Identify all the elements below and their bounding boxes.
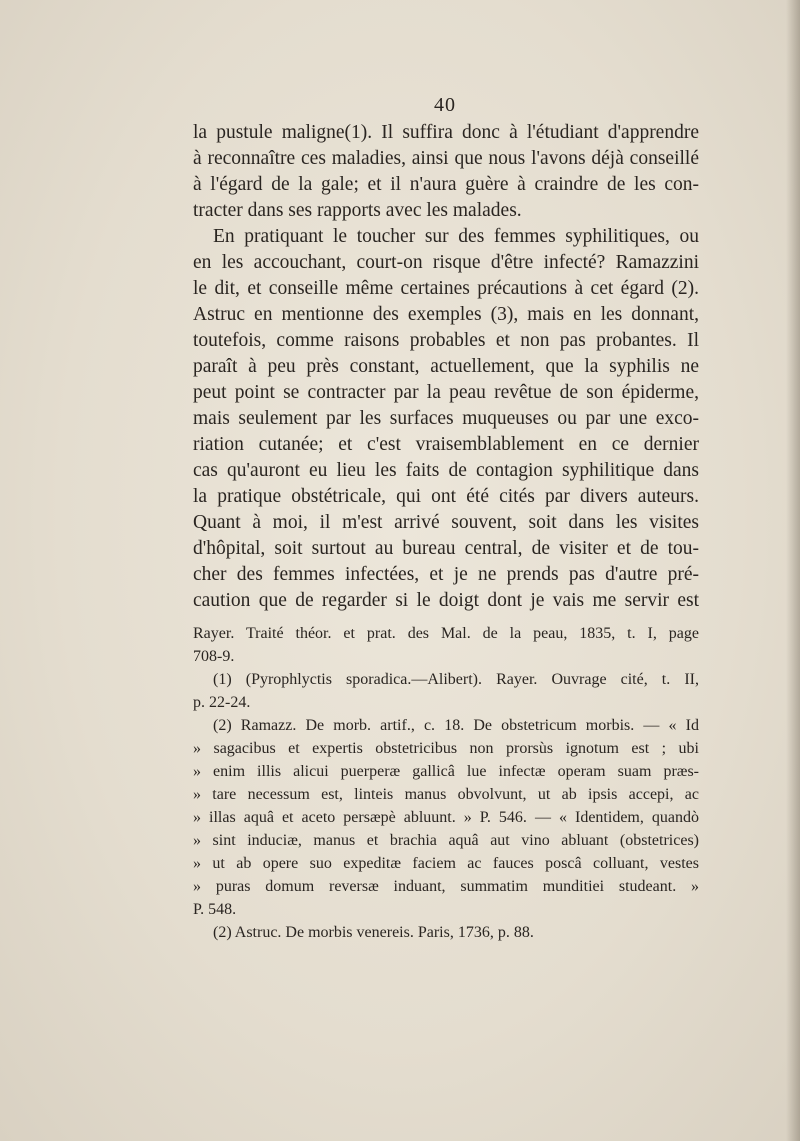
text-line: à reconnaître ces maladies, ainsi que nous l'avons déjà conseillé: [193, 148, 699, 169]
footnote-line: (1) (Pyrophlyctis sporadica.—Alibert). Rayer. Ouvrage cité, t. II,: [213, 671, 699, 688]
text-line: paraît à peu près constant, actuellement, que la syphilis ne: [193, 356, 699, 377]
footnote-rayer: [193, 622, 699, 668]
footnote-line: 708-9.: [193, 648, 235, 665]
footnote-line: » ut ab opere suo expeditæ faciem ac fauces poscâ colluant, vestes: [193, 855, 699, 872]
text-line: tracter dans ses rapports avec les malades.: [193, 200, 522, 221]
footnote-line: » tare necessum est, linteis manus obvolvunt, ut ab ipsis accepi, ac: [193, 786, 699, 803]
page-edge-shadow: [786, 0, 800, 1141]
footnote-line: P. 548.: [193, 901, 237, 918]
page-number: 40: [434, 94, 456, 116]
text-line: en les accouchant, court-on risque d'être infecté? Ramazzini: [193, 252, 699, 273]
text-line: mais seulement par les surfaces muqueuses ou par une exco-: [193, 408, 699, 429]
footnote-line: » illas aquâ et aceto persæpè abluunt. » P. 546. — « Identidem, quandò: [193, 809, 699, 826]
footnote-3: [193, 921, 699, 944]
footnote-line: (2) Astruc. De morbis venereis. Paris, 1736, p. 88.: [213, 924, 534, 941]
text-line: d'hôpital, soit surtout au bureau central, de visiter et de tou-: [193, 538, 699, 559]
footnote-line: » sint induciæ, manus et brachia aquâ aut vino abluant (obstetrices): [193, 832, 699, 849]
text-line: En pratiquant le toucher sur des femmes syphilitiques, ou: [213, 226, 699, 247]
footnote-line: (2) Ramazz. De morb. artif., c. 18. De obstetricum morbis. — « Id: [213, 717, 699, 734]
footnote-2: [193, 714, 699, 921]
text-line: à l'égard de la gale; et il n'aura guère à craindre de les con-: [193, 174, 699, 195]
main-text: [193, 120, 699, 614]
text-line: la pustule maligne(1). Il suffira donc à l'étudiant d'apprendre: [193, 122, 699, 143]
footnote-line: » sagacibus et expertis obstetricibus non prorsùs ignotum est ; ubi: [193, 740, 699, 757]
text-line: Astruc en mentionne des exemples (3), mais en les donnant,: [193, 304, 699, 325]
text-line: caution que de regarder si le doigt dont je vais me servir est: [193, 590, 699, 611]
footnote-line: » enim illis alicui puerperæ gallicâ lue infectæ operam suam præs-: [193, 763, 699, 780]
footnote-line: Rayer. Traité théor. et prat. des Mal. de la peau, 1835, t. I, page: [193, 625, 699, 642]
text-line: Quant à moi, il m'est arrivé souvent, soit dans les visites: [193, 512, 699, 533]
text-line: cher des femmes infectées, et je ne prends pas d'autre pré-: [193, 564, 699, 585]
footnote-line: » puras domum reversæ induant, summatim munditiei studeant. »: [193, 878, 699, 895]
text-line: riation cutanée; et c'est vraisemblablement en ce dernier: [193, 434, 699, 455]
footnotes: [193, 622, 699, 944]
text-line: cas qu'auront eu lieu les faits de contagion syphilitique dans: [193, 460, 699, 481]
text-line: toutefois, comme raisons probables et non pas probantes. Il: [193, 330, 699, 351]
text-line: la pratique obstétricale, qui ont été cités par divers auteurs.: [193, 486, 699, 507]
text-line: le dit, et conseille même certaines précautions à cet égard (2).: [193, 278, 699, 299]
footnote-1: [193, 668, 699, 714]
text-line: peut point se contracter par la peau revêtue de son épiderme,: [193, 382, 699, 403]
footnote-line: p. 22-24.: [193, 694, 251, 711]
